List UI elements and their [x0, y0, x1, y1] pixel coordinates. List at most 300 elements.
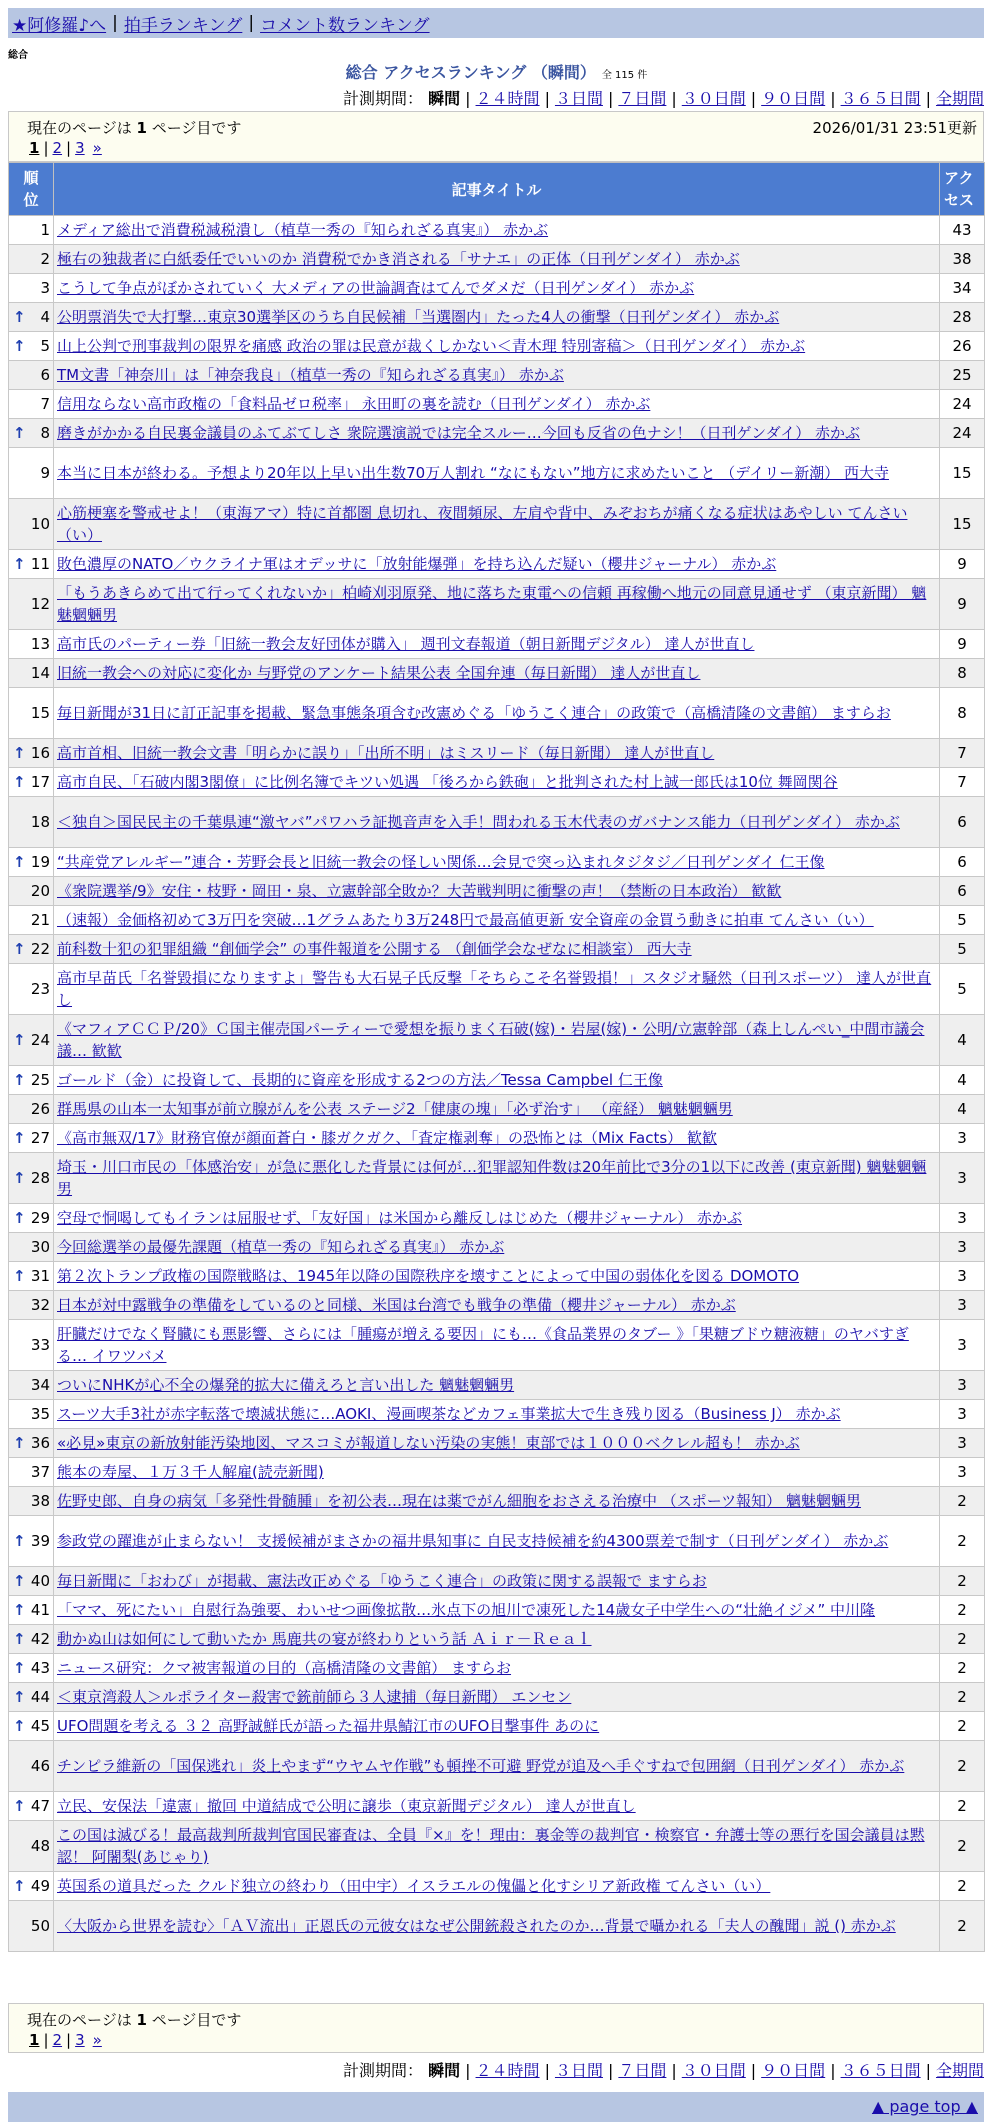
page-info-top	[8, 111, 984, 162]
rank-cell	[9, 935, 54, 964]
rank-number: 23	[30, 980, 50, 998]
rank-cell	[9, 1015, 54, 1066]
title-cell	[54, 303, 940, 332]
rank-up-arrow-icon: ↑	[13, 1532, 26, 1550]
rank-cell	[9, 448, 54, 499]
article-title-link[interactable]: 〈大阪から世界を読む〉「ＡＶ流出」正恩氏の元彼女はなぜ公開銃殺されたのか…背景で囁かれる「夫人の醜聞」説 () 赤かぶ	[57, 1917, 896, 1935]
rank-number: 16	[30, 744, 50, 762]
rank-number: 4	[40, 308, 50, 326]
title-cell	[54, 1371, 940, 1400]
title-cell	[54, 1567, 940, 1596]
title-cell	[54, 1204, 940, 1233]
rank-number: 47	[30, 1797, 50, 1815]
title-cell	[54, 1683, 940, 1712]
rank-number: 3	[40, 279, 50, 297]
access-count: 24	[940, 390, 985, 419]
table-row	[9, 688, 985, 739]
article-title-link[interactable]: 動かぬ山は如何にして動いたか 馬鹿共の宴が終わりという話 Ａｉｒ－Ｒｅａｌ	[57, 1630, 592, 1648]
rank-up-arrow-icon: ↑	[13, 1688, 26, 1706]
title-cell	[54, 579, 940, 630]
article-title-link[interactable]: 高市自民、「石破内閣3閣僚」に比例名簿でキツい処遇 「後ろから鉄砲」と批判された村上誠一郎氏は10位 舞岡関谷	[57, 773, 838, 791]
rank-cell	[9, 1291, 54, 1320]
pager-next[interactable]: »	[92, 139, 102, 157]
table-row	[9, 1429, 985, 1458]
rank-number: 33	[30, 1336, 50, 1354]
rank-cell	[9, 1821, 54, 1872]
access-count: 2	[940, 1792, 985, 1821]
rank-number: 26	[30, 1100, 50, 1118]
article-title-link[interactable]: 磨きがかかる自民裏金議員のふてぶてしさ 衆院選演説では完全スルー…今回も反省の色ナシ！（日刊ゲンダイ） 赤かぶ	[57, 424, 861, 442]
title-cell	[54, 1015, 940, 1066]
period-label: 計測期間：	[343, 89, 424, 108]
rank-up-arrow-icon: ↑	[13, 1129, 26, 1147]
table-row	[9, 1066, 985, 1095]
table-row	[9, 1792, 985, 1821]
table-row	[9, 739, 985, 768]
rank-number: 39	[30, 1532, 50, 1550]
rank-up-arrow-icon: ↑	[13, 744, 26, 762]
article-title-link[interactable]: 参政党の躍進が止まらない！ 支援候補がまさかの福井県知事に 自民支持候補を約4300票差で制す（日刊ゲンダイ） 赤かぶ	[57, 1532, 889, 1550]
title-cell	[54, 1872, 940, 1901]
title-cell	[54, 1516, 940, 1567]
article-title-link[interactable]: 旧統一教会への対応に変化か 与野党のアンケート結果公表 全国弁連（毎日新聞） 達人が世直し	[57, 664, 701, 682]
rank-cell	[9, 1233, 54, 1262]
title-cell	[54, 1458, 940, 1487]
article-title-link[interactable]: 高市首相、旧統一教会文書「明らかに誤り」「出所不明」はミスリード（毎日新聞） 達人が世直し	[57, 744, 715, 762]
rank-up-arrow-icon: ↑	[13, 1169, 26, 1187]
period-3d-link[interactable]: ３日間	[554, 89, 603, 108]
article-title-link[interactable]: 山上公判で刑事裁判の限界を痛感 政治の罪は民意が裁くしかない＜青木理 特別寄稿＞（日刊ゲンダイ） 赤かぶ	[57, 337, 806, 355]
rank-cell	[9, 245, 54, 274]
period-7d-link[interactable]: ７日間	[618, 89, 667, 108]
rank-up-arrow-icon: ↑	[13, 1572, 26, 1590]
rank-number: 21	[30, 911, 50, 929]
article-title-link[interactable]: 公明票消失で大打撃…東京30選挙区のうち自民候補「当選圏内」たった4人の衝撃（日刊ゲンダイ） 赤かぶ	[57, 308, 780, 326]
article-title-link[interactable]: 肝臓だけでなく腎臓にも悪影響、さらには「腫瘍が増える要因」にも…《食品業界のタブー 》「果糖ブドウ糖液糖」のヤバすぎる… イワツバメ	[57, 1325, 909, 1365]
article-title-link[interactable]: UFO問題を考える ３２ 高野誠鮮氏が語った福井県鯖江市のUFO目撃事件 あのに	[57, 1717, 600, 1735]
article-title-link[interactable]: 敗色濃厚のNATO／ウクライナ軍はオデッサに「放射能爆弾」を持ち込んだ疑い（櫻井ジャーナル） 赤かぶ	[57, 555, 777, 573]
access-count: 5	[940, 906, 985, 935]
title-cell	[54, 1124, 940, 1153]
rank-number: 5	[40, 337, 50, 355]
title-cell	[54, 659, 940, 688]
article-title-link[interactable]: 《マフィアＣＣＰ/20》Ｃ国主催売国パーティーで愛想を振りまく石破(嫁)・岩屋(嫁)・公明/立憲幹部（森上しんぺい_中間市議会議… 歓歓	[57, 1020, 925, 1060]
title-cell	[54, 848, 940, 877]
page-top-link[interactable]: ▲ page top ▲	[871, 2097, 978, 2116]
title-cell	[54, 274, 940, 303]
table-row	[9, 1901, 985, 1952]
rank-number: 22	[30, 940, 50, 958]
title-cell	[54, 1262, 940, 1291]
rank-up-arrow-icon: ↑	[13, 853, 26, 871]
table-row	[9, 1596, 985, 1625]
table-row	[9, 1291, 985, 1320]
article-title-link[interactable]: TM文書「神奈川」は「神奈我良」（植草一秀の『知られざる真実』） 赤かぶ	[57, 366, 564, 384]
article-title-link[interactable]: この国は滅びる！最高裁判所裁判官国民審査は、全員『×』を！理由：裏金等の裁判官・検察官・弁護士等の悪行を国会議員は黙認！ 阿闍梨(あじゃり)	[57, 1826, 925, 1866]
table-row	[9, 797, 985, 848]
article-title-link[interactable]: 埼玉・川口市民の「体感治安」が急に悪化した背景には何が…犯罪認知件数は20年前比で3分の1以下に改善 (東京新聞) 魑魅魍魎男	[57, 1158, 927, 1198]
title-cell	[54, 361, 940, 390]
rank-cell	[9, 303, 54, 332]
article-title-link[interactable]: 第２次トランプ政権の国際戦略は、1945年以降の国際秩序を壊すことによって中国の弱体化を図る DOMOTO	[57, 1267, 800, 1285]
rank-number: 24	[30, 1031, 50, 1049]
rank-cell	[9, 550, 54, 579]
table-row	[9, 1567, 985, 1596]
rank-cell	[9, 579, 54, 630]
period-30d-link[interactable]: ３０日間	[681, 89, 746, 108]
access-count: 3	[940, 1233, 985, 1262]
access-count: 43	[940, 216, 985, 245]
rank-number: 43	[30, 1659, 50, 1677]
rank-cell	[9, 216, 54, 245]
title-cell	[54, 216, 940, 245]
period-3d-link[interactable]: ３日間	[554, 2061, 603, 2080]
access-count: 2	[940, 1516, 985, 1567]
article-title-link[interactable]: 群馬県の山本一太知事が前立腺がんを公表 ステージ2「健康の塊」「必ず治す」 （産経） 魑魅魍魎男	[57, 1100, 733, 1118]
article-title-link[interactable]: 極右の独裁者に白紙委任でいいのか 消費税でかき消される「サナエ」の正体（日刊ゲンダイ） 赤かぶ	[57, 250, 740, 268]
table-row	[9, 1487, 985, 1516]
rank-cell	[9, 1567, 54, 1596]
rank-number: 25	[30, 1071, 50, 1089]
access-count: 5	[940, 935, 985, 964]
rank-number: 9	[40, 464, 50, 482]
rank-number: 40	[30, 1572, 50, 1590]
total-count: 全 115 件	[601, 70, 648, 81]
nav-separator: |	[112, 13, 118, 33]
title-cell	[54, 1095, 940, 1124]
period-24h-link[interactable]: ２４時間	[475, 2061, 540, 2080]
rank-cell	[9, 1596, 54, 1625]
rank-column-header: 順位	[9, 163, 54, 216]
rank-cell	[9, 906, 54, 935]
title-cell	[54, 630, 940, 659]
title-cell	[54, 1291, 940, 1320]
rank-number: 18	[30, 813, 50, 831]
article-title-link[interactable]: 「ママ、死にたい」自慰行為強要、わいせつ画像拡散…氷点下の旭川で凍死した14歳女子中学生への“壮絶イジメ” 中川隆	[57, 1601, 876, 1619]
access-count: 2	[940, 1872, 985, 1901]
rank-up-arrow-icon: ↑	[13, 1031, 26, 1049]
title-cell	[54, 1625, 940, 1654]
period-current: 瞬間	[428, 2061, 461, 2080]
pager-top: 1 | 2 | 3 »	[29, 139, 102, 157]
table-row	[9, 1015, 985, 1066]
article-title-link[interactable]: ＜東京湾殺人＞ルポライター殺害で銃前師ら３人逮捕（毎日新聞） エンセン	[57, 1688, 572, 1706]
table-row	[9, 877, 985, 906]
rank-cell	[9, 1320, 54, 1371]
article-title-link[interactable]: ついにNHKが心不全の爆発的拡大に備えろと言い出した 魑魅魍魎男	[57, 1376, 515, 1394]
table-row	[9, 659, 985, 688]
table-row	[9, 1320, 985, 1371]
period-365d-link[interactable]: ３６５日間	[840, 2061, 921, 2080]
article-title-link[interactable]: 《高市無双/17》財務官僚が顔面蒼白・膝ガクガク、「査定権剥奪」の恐怖とは（Mix Facts） 歓歓	[57, 1129, 717, 1147]
period-90d-link[interactable]: ９０日間	[761, 2061, 826, 2080]
access-count: 3	[940, 1204, 985, 1233]
article-title-link[interactable]: 今回総選挙の最優先課題（植草一秀の『知られざる真実』） 赤かぶ	[57, 1238, 505, 1256]
rank-cell	[9, 659, 54, 688]
rank-up-arrow-icon: ↑	[13, 1209, 26, 1227]
pager-link-2[interactable]: 2	[52, 139, 63, 157]
period-selector-top: 計測期間： 瞬間 | ２４時間 | ３日間 | ７日間 | ３０日間 | ９０日間 | ３６５日間 | 全期間	[343, 89, 984, 108]
article-title-link[interactable]: «必見»東京の新放射能汚染地図、マスコミが報道しない汚染の実態！東部では１０００ベクレル超も！ 赤かぶ	[57, 1434, 800, 1452]
table-row	[9, 1124, 985, 1153]
title-cell	[54, 1487, 940, 1516]
title-cell	[54, 390, 940, 419]
table-row	[9, 1654, 985, 1683]
access-count: 3	[940, 1371, 985, 1400]
rank-number: 37	[30, 1463, 50, 1481]
rank-cell	[9, 332, 54, 361]
period-30d-link[interactable]: ３０日間	[681, 2061, 746, 2080]
article-title-link[interactable]: 空母で恫喝してもイランは屈服せず、「友好国」は米国から離反しはじめた（櫻井ジャーナル） 赤かぶ	[57, 1209, 743, 1227]
title-cell	[54, 1901, 940, 1952]
access-count: 2	[940, 1712, 985, 1741]
rank-number: 19	[30, 853, 50, 871]
pager-link-3[interactable]: 3	[75, 2031, 85, 2049]
rank-up-arrow-icon: ↑	[13, 308, 26, 326]
access-count: 2	[940, 1821, 985, 1872]
rank-up-arrow-icon: ↑	[13, 1267, 26, 1285]
article-title-link[interactable]: 佐野史郎、自身の病気「多発性骨髄腫」を初公表…現在は薬でがん細胞をおさえる治療中 （スポーツ報知） 魑魅魍魎男	[57, 1492, 861, 1510]
title-cell	[54, 906, 940, 935]
table-row	[9, 1625, 985, 1654]
table-row	[9, 1095, 985, 1124]
article-title-link[interactable]: 高市早苗氏「名誉毀損になりますよ」警告も大石晃子氏反撃「そちらこそ名誉毀損！」スタジオ騒然（日刊スポーツ） 達人が世直し	[57, 969, 932, 1009]
table-row	[9, 361, 985, 390]
rank-number: 31	[30, 1267, 50, 1285]
rank-up-arrow-icon: ↑	[13, 424, 26, 442]
period-90d-link[interactable]: ９０日間	[761, 89, 826, 108]
table-row	[9, 848, 985, 877]
rank-cell	[9, 1487, 54, 1516]
rank-number: 6	[40, 366, 50, 384]
title-cell	[54, 1712, 940, 1741]
rank-number: 8	[40, 424, 50, 442]
access-count: 7	[940, 739, 985, 768]
article-title-link[interactable]: 毎日新聞に「おわび」が掲載、憲法改正めぐる「ゆうこく連合」の政策に関する誤報で ますらお	[57, 1572, 707, 1590]
table-row	[9, 1262, 985, 1291]
table-row	[9, 630, 985, 659]
home-link[interactable]: ★阿修羅♪へ	[12, 15, 107, 36]
access-count: 3	[940, 1320, 985, 1371]
rank-up-arrow-icon: ↑	[13, 1601, 26, 1619]
table-row	[9, 499, 985, 550]
pager-link-3[interactable]: 3	[75, 139, 85, 157]
access-count: 4	[940, 1015, 985, 1066]
rank-cell	[9, 1654, 54, 1683]
pager-current: 1	[29, 139, 40, 157]
access-count: 15	[940, 448, 985, 499]
access-count: 2	[940, 1654, 985, 1683]
table-row	[9, 448, 985, 499]
rank-number: 13	[30, 635, 50, 653]
access-count: 3	[940, 1291, 985, 1320]
access-count: 7	[940, 768, 985, 797]
rank-number: 44	[30, 1688, 50, 1706]
top-navigation-bar	[8, 8, 984, 38]
applause-ranking-link[interactable]: 拍手ランキング	[123, 15, 243, 36]
rank-number: 10	[30, 515, 50, 533]
table-row	[9, 935, 985, 964]
access-count: 34	[940, 274, 985, 303]
article-title-link[interactable]: 本当に日本が終わる。予想より20年以上早い出生数70万人割れ “なにもない”地方に求めたいこと （デイリー新潮） 西大寺	[57, 464, 889, 482]
rank-number: 15	[30, 704, 50, 722]
access-count: 9	[940, 550, 985, 579]
table-row	[9, 1872, 985, 1901]
article-title-link[interactable]: メディア総出で消費税減税潰し（植草一秀の『知られざる真実』） 赤かぶ	[57, 221, 549, 239]
table-row	[9, 245, 985, 274]
access-count: 2	[940, 1596, 985, 1625]
article-title-link[interactable]: 前科数十犯の犯罪組織 “創価学会” の事件報道を公開する （創価学会なぜなに相談室） 西大寺	[57, 940, 692, 958]
period-7d-link[interactable]: ７日間	[618, 2061, 667, 2080]
rank-cell	[9, 768, 54, 797]
access-count: 2	[940, 1741, 985, 1792]
current-page-text-bottom: 現在のページは 1 ページ目です	[27, 2011, 242, 2029]
rank-cell	[9, 1095, 54, 1124]
rank-up-arrow-icon: ↑	[13, 1071, 26, 1089]
rank-up-arrow-icon: ↑	[13, 940, 26, 958]
rank-cell	[9, 1683, 54, 1712]
updated-timestamp: 2026/01/31 23:51更新	[812, 119, 977, 137]
table-row	[9, 768, 985, 797]
period-all-link[interactable]: 全期間	[935, 89, 984, 108]
rank-number: 38	[30, 1492, 50, 1510]
rank-up-arrow-icon: ↑	[13, 1434, 26, 1452]
rank-cell	[9, 877, 54, 906]
rank-number: 12	[30, 595, 50, 613]
title-cell	[54, 1741, 940, 1792]
rank-cell	[9, 1741, 54, 1792]
article-title-link[interactable]: 英国系の道具だった クルド独立の終わり（田中宇）イスラエルの傀儡と化すシリア新政権 てんさい（い）	[57, 1877, 771, 1895]
rank-up-arrow-icon: ↑	[13, 1717, 26, 1735]
article-title-link[interactable]: 日本が対中露戦争の準備をしているのと同様、米国は台湾でも戦争の準備（櫻井ジャーナル） 赤かぶ	[57, 1296, 736, 1314]
article-title-link[interactable]: 熊本の寿屋、１万３千人解雇(読売新聞)	[57, 1463, 324, 1481]
article-title-link[interactable]: 信用ならない高市政権の「食料品ゼロ税率」 永田町の裏を読む（日刊ゲンダイ） 赤かぶ	[57, 395, 651, 413]
rank-cell	[9, 1792, 54, 1821]
ranking-table	[8, 162, 985, 1952]
table-row	[9, 964, 985, 1015]
access-count: 2	[940, 1487, 985, 1516]
rank-number: 7	[40, 395, 50, 413]
access-column-header: アクセス	[940, 163, 985, 216]
table-row	[9, 906, 985, 935]
rank-number: 2	[40, 250, 50, 268]
period-all-link[interactable]: 全期間	[935, 2061, 984, 2080]
article-title-link[interactable]: （速報）金価格初めて3万円を突破…1グラムあたり3万248円で最高値更新 安全資産の金買う動きに拍車 てんさい（い）	[57, 911, 874, 929]
rank-up-arrow-icon: ↑	[13, 1659, 26, 1677]
rank-cell	[9, 964, 54, 1015]
rank-number: 34	[30, 1376, 50, 1394]
rank-number: 32	[30, 1296, 50, 1314]
access-count: 3	[940, 1153, 985, 1204]
page-info-bottom	[8, 2003, 984, 2053]
article-title-link[interactable]: 高市氏のパーティー券「旧統一教会友好団体が購入」 週刊文春報道（朝日新聞デジタル） 達人が世直し	[57, 635, 755, 653]
access-count: 26	[940, 332, 985, 361]
article-title-link[interactable]: 心筋梗塞を警戒せよ！（東海アマ）特に首都圏 息切れ、夜間頻尿、左肩や背中、みぞおちが痛くなる症状はあやしい てんさい（い）	[57, 504, 908, 544]
rank-cell	[9, 499, 54, 550]
article-title-link[interactable]: 《衆院選挙/9》安住・枝野・岡田・泉、立憲幹部全敗か？大苦戦判明に衝撃の声！（禁断の日本政治） 歓歓	[57, 882, 782, 900]
title-cell	[54, 550, 940, 579]
period-label: 計測期間：	[343, 2061, 424, 2080]
title-cell	[54, 1066, 940, 1095]
rank-cell	[9, 419, 54, 448]
pager-link-2[interactable]: 2	[52, 2031, 63, 2049]
access-count: 3	[940, 1458, 985, 1487]
rank-number: 27	[30, 1129, 50, 1147]
rank-number: 50	[30, 1917, 50, 1935]
article-title-link[interactable]: こうして争点がぼかされていく 大メディアの世論調査はてんでダメだ（日刊ゲンダイ） 赤かぶ	[57, 279, 695, 297]
article-title-link[interactable]: ニュース研究：クマ被害報道の目的（高橋清隆の文書館） ますらお	[57, 1659, 512, 1677]
table-row	[9, 390, 985, 419]
article-title-link[interactable]: 立民、安保法「違憲」撤回 中道結成で公明に譲歩（東京新聞デジタル） 達人が世直し	[57, 1797, 636, 1815]
rank-cell	[9, 1204, 54, 1233]
access-count: 5	[940, 964, 985, 1015]
rank-number: 28	[30, 1169, 50, 1187]
rank-number: 29	[30, 1209, 50, 1227]
rank-number: 48	[30, 1837, 50, 1855]
article-title-link[interactable]: ＜独自＞国民民主の千葉県連“激ヤバ”パワハラ証拠音声を入手！問われる玉木代表のガバナンス能力（日刊ゲンダイ） 赤かぶ	[57, 813, 900, 831]
table-row	[9, 1516, 985, 1567]
comment-ranking-link[interactable]: コメント数ランキング	[260, 15, 430, 36]
access-count: 3	[940, 1429, 985, 1458]
article-title-link[interactable]: “共産党アレルギー”連合・芳野会長と旧統一教会の怪しい関係…会見で突っ込まれタジタジ／日刊ゲンダイ 仁王像	[57, 853, 825, 871]
table-row	[9, 1741, 985, 1792]
table-row	[9, 1458, 985, 1487]
access-count: 9	[940, 579, 985, 630]
period-365d-link[interactable]: ３６５日間	[840, 89, 921, 108]
rank-number: 30	[30, 1238, 50, 1256]
access-count: 3	[940, 1400, 985, 1429]
rank-up-arrow-icon: ↑	[13, 773, 26, 791]
rank-cell	[9, 1262, 54, 1291]
title-cell	[54, 964, 940, 1015]
title-cell	[54, 499, 940, 550]
article-title-link[interactable]: ゴールド（金）に投資して、長期的に資産を形成する2つの方法／Tessa Campbel 仁王像	[57, 1071, 663, 1089]
article-title-link[interactable]: 毎日新聞が31日に訂正記事を掲載、緊急事態条項含む改憲めぐる「ゆうこく連合」の政策で（高橋清隆の文書館） ますらお	[57, 704, 891, 722]
title-cell	[54, 1429, 940, 1458]
period-24h-link[interactable]: ２４時間	[475, 89, 540, 108]
table-row	[9, 1821, 985, 1872]
title-cell	[54, 419, 940, 448]
access-count: 3	[940, 1262, 985, 1291]
table-row	[9, 332, 985, 361]
article-title-link[interactable]: 「もうあきらめて出て行ってくれないか」柏崎刈羽原発、地に落ちた東電への信頼 再稼働へ地元の同意見通せず （東京新聞） 魑魅魍魎男	[57, 584, 927, 624]
access-count: 6	[940, 877, 985, 906]
table-row	[9, 216, 985, 245]
access-count: 2	[940, 1625, 985, 1654]
title-cell	[54, 332, 940, 361]
pager-bottom: 1 | 2 | 3 »	[29, 2031, 102, 2049]
bottom-bar	[8, 2092, 984, 2122]
rank-cell	[9, 1066, 54, 1095]
pager-next[interactable]: »	[92, 2031, 102, 2049]
table-row	[9, 1400, 985, 1429]
period-current: 瞬間	[428, 89, 461, 108]
title-cell	[54, 797, 940, 848]
table-row	[9, 1683, 985, 1712]
rank-cell	[9, 390, 54, 419]
rank-number: 46	[30, 1757, 50, 1775]
access-count: 8	[940, 659, 985, 688]
article-title-link[interactable]: チンピラ維新の「国保逃れ」炎上やまず“ウヤムヤ作戦”も頓挫不可避 野党が追及へ手ぐすねで包囲網（日刊ゲンダイ） 赤かぶ	[57, 1757, 905, 1775]
rank-number: 35	[30, 1405, 50, 1423]
title-cell	[54, 877, 940, 906]
access-count: 38	[940, 245, 985, 274]
title-column-header: 記事タイトル	[54, 163, 940, 216]
rank-number: 17	[30, 773, 50, 791]
article-title-link[interactable]: スーツ大手3社が赤字転落で壊滅状態に…AOKI、漫画喫茶などカフェ事業拡大で生き残り図る（Business J） 赤かぶ	[57, 1405, 841, 1423]
title-cell	[54, 245, 940, 274]
rank-number: 42	[30, 1630, 50, 1648]
